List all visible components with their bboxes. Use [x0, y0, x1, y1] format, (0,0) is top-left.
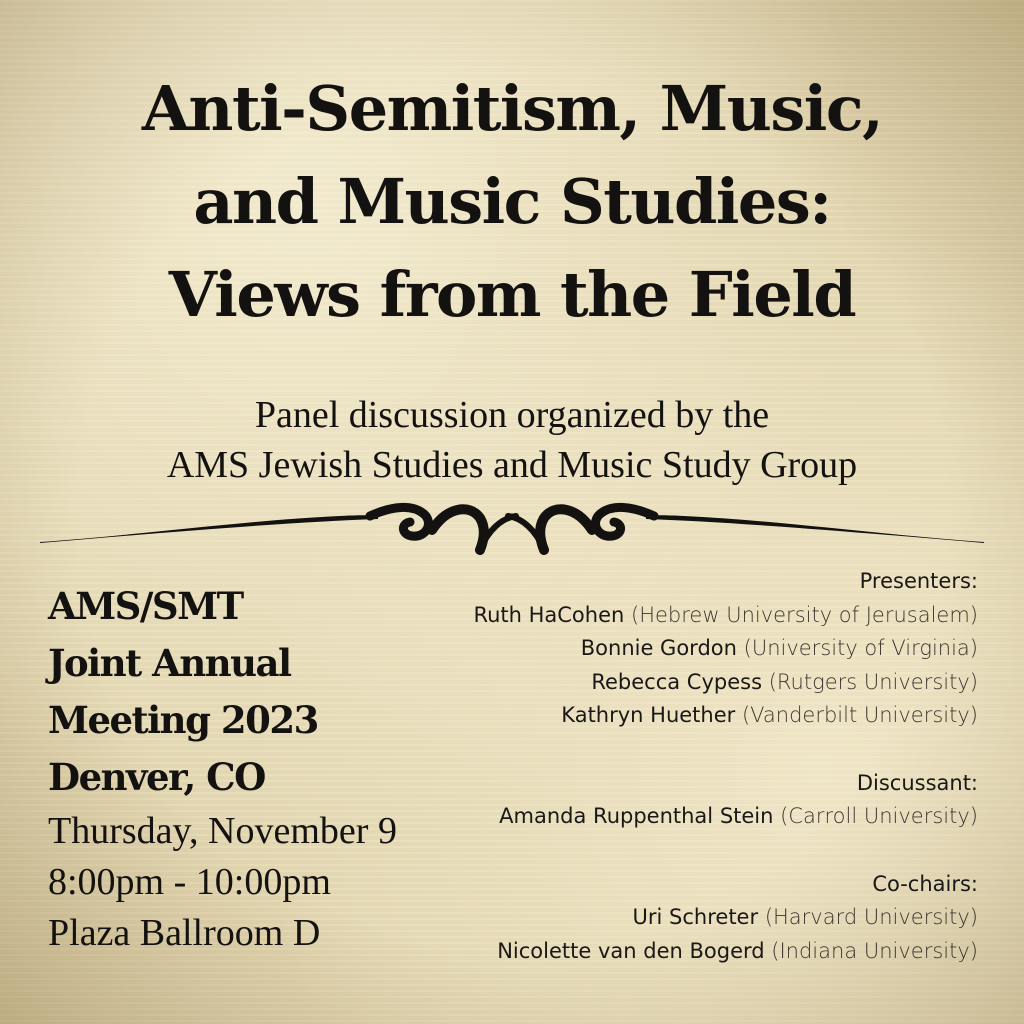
subtitle-line-2: AMS Jewish Studies and Music Study Group — [166, 444, 858, 486]
discussant-heading: Discussant: — [856, 770, 978, 795]
title-line-1: Anti-Semitism, Music, — [141, 72, 883, 145]
cochair-name: Nicolette van den Bogerd — [497, 938, 765, 963]
cochair-affiliation: (Indiana University) — [771, 938, 978, 963]
event-time: 8:00pm - 10:00pm — [48, 861, 331, 903]
cochairs-heading: Co-chairs: — [872, 871, 978, 896]
presenter-affiliation: (Vanderbilt University) — [741, 703, 978, 727]
presenter-name: Kathryn Huether — [561, 703, 736, 727]
discussant-name: Amanda Ruppenthal Stein — [499, 804, 774, 828]
presenter-name: Ruth HaCohen — [473, 602, 625, 627]
presenter-name: Bonnie Gordon — [580, 636, 737, 660]
meeting-name-line-3: Meeting 2023 — [48, 698, 318, 742]
presenter-name: Rebecca Cypess — [591, 669, 763, 694]
presenter-affiliation: (Rutgers University) — [768, 669, 978, 694]
title-line-2: and Music Studies: — [193, 165, 831, 238]
meeting-name-line-2: Joint Annual — [48, 641, 291, 685]
presenter-affiliation: (Hebrew University of Jerusalem) — [631, 602, 978, 627]
event-details — [48, 578, 448, 959]
event-room: Plaza Ballroom D — [48, 912, 321, 954]
presenter-row — [398, 666, 978, 700]
poster-title — [0, 62, 1024, 341]
cochair-name: Uri Schreter — [632, 905, 759, 929]
ornamental-divider-icon — [40, 496, 984, 560]
presenter-row — [398, 699, 978, 733]
meeting-name-line-1: AMS/SMT — [48, 584, 243, 628]
discussant-affiliation: (Carroll University) — [780, 804, 978, 828]
participants — [398, 565, 978, 968]
cochair-row — [398, 935, 978, 969]
event-location: Denver, CO — [48, 755, 265, 799]
cochair-affiliation: (Harvard University) — [764, 905, 978, 929]
presenter-row — [398, 599, 978, 633]
discussant-row — [398, 800, 978, 834]
subtitle — [0, 390, 1024, 490]
subtitle-line-1: Panel discussion organized by the — [254, 394, 770, 436]
title-line-3: Views from the Field — [168, 258, 856, 331]
presenters-heading: Presenters: — [859, 569, 978, 593]
presenter-affiliation: (University of Virginia) — [743, 636, 978, 660]
cochair-row — [398, 901, 978, 935]
presenter-row — [398, 632, 978, 666]
event-date: Thursday, November 9 — [48, 810, 397, 852]
